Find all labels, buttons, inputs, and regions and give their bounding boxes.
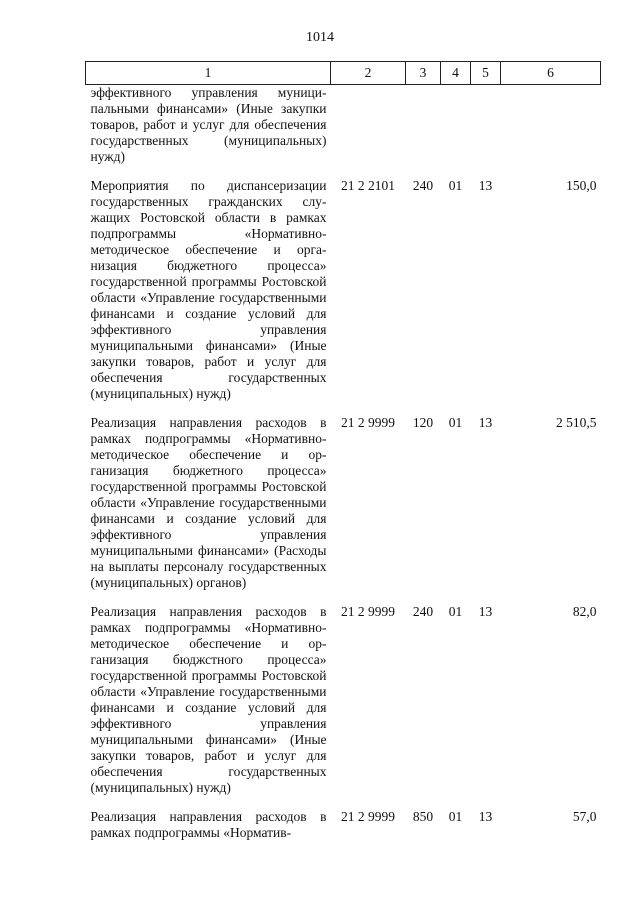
row-amount: 82,0 (572, 604, 597, 619)
header-col-1: 1 (86, 62, 331, 85)
row-target-code: 21 2 9999 (341, 415, 395, 430)
row-subsection: 13 (478, 809, 493, 824)
row-amount: 150,0 (566, 178, 597, 193)
row-amount: 57,0 (572, 809, 597, 824)
row-amount: 2 510,5 (556, 415, 597, 430)
table-body (86, 85, 601, 842)
table-row (86, 402, 601, 591)
row-subsection: 13 (478, 178, 493, 193)
row-target-code: 21 2 9999 (341, 604, 395, 619)
row-amount (501, 85, 601, 166)
row-expense-type: 120 (412, 415, 434, 430)
header-col-3: 3 (406, 62, 441, 85)
budget-table (85, 61, 601, 841)
table-row (86, 796, 601, 841)
row-subsection: 13 (478, 604, 493, 619)
row-expense-type: 850 (412, 809, 434, 824)
row-target-code: 21 2 9999 (341, 809, 395, 824)
table-row (86, 591, 601, 796)
row-subsection (471, 85, 501, 166)
row-section: 01 (448, 415, 463, 430)
row-section: 01 (448, 604, 463, 619)
row-description: эффективного управления муниципальными финансами» (Иные закупки товаров, работ и услуг для обеспечения государственных (муниципальных) нужд) (90, 85, 327, 164)
row-description: Реализация направления расходов в рамках подпрограммы «Нормативно-методическое обеспечение и организация бюджстного процесса» государственной программы Ростовской области «Управление государственными финансами и создание условий для эффективного управления муниципальными финансами» (Иные закупки товаров, работ и услуг для обеспечения государственных (муниципальных) нужд) (90, 604, 327, 795)
row-description: Мероприятия по диспансеризации государственных гражданских служащих Ростовской области в рамках подпрограммы «Нормативно-методическое обеспечение и организация бюджетного процесса» государственной программы Ростовской области «Управление государственными финансами и создание условий для эффективного управления муниципальными финансами» (Иные закупки товаров, работ и услуг для обеспечения государственных (муниципальных) нужд) (90, 178, 327, 401)
table-header (86, 62, 601, 85)
row-section: 01 (448, 178, 463, 193)
page-number: 1014 (306, 30, 334, 45)
row-target-code (331, 85, 406, 166)
row-description: Реализация направления расходов в рамках подпрограммы «Нормативно-методическое обеспечение и организация бюджетного процесса» государственной программы Ростовской области «Управление государственными финансами и создание условий для эффективного управления муниципальными финансами» (Расходы на выплаты персоналу государственных (муниципальных) органов) (90, 415, 327, 590)
table-row (86, 85, 601, 166)
row-target-code: 21 2 2101 (341, 178, 395, 193)
header-col-4: 4 (441, 62, 471, 85)
row-expense-type (406, 85, 441, 166)
row-section (441, 85, 471, 166)
row-section: 01 (448, 809, 463, 824)
row-expense-type: 240 (412, 178, 434, 193)
header-col-2: 2 (331, 62, 406, 85)
header-col-5: 5 (471, 62, 501, 85)
row-description: Реализация направления расходов в рамках подпрограммы «Норматив- (90, 809, 327, 840)
row-subsection: 13 (478, 415, 493, 430)
header-col-6: 6 (501, 62, 601, 85)
row-expense-type: 240 (412, 604, 434, 619)
header-row (86, 62, 601, 85)
table-row (86, 165, 601, 402)
